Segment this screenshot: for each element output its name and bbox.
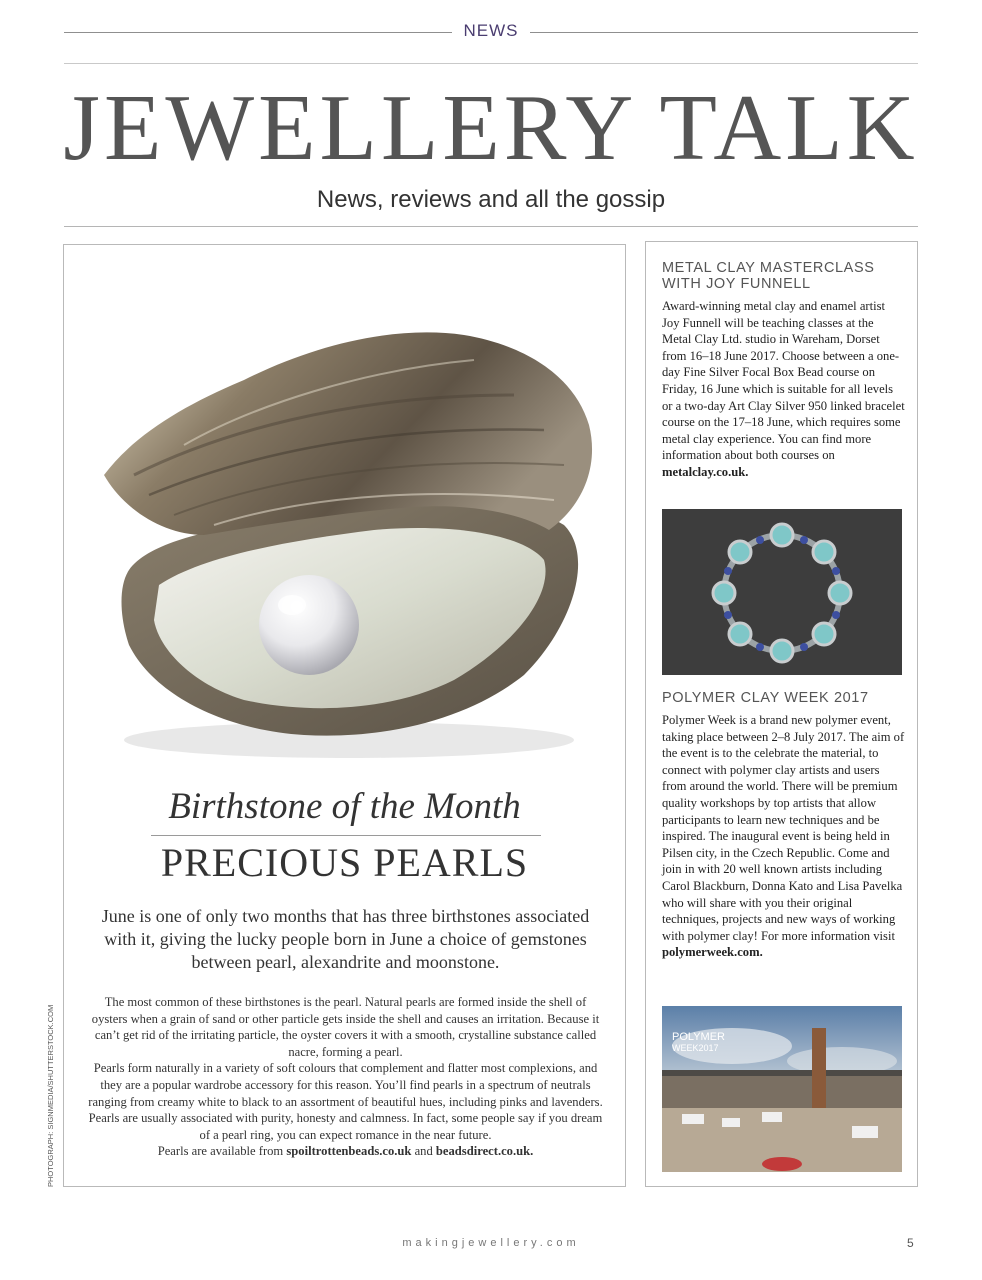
market-stall: [682, 1114, 704, 1124]
availability-text: Pearls are available from: [157, 1144, 287, 1159]
bracelet-bead: [756, 536, 764, 544]
section-label: NEWS: [463, 21, 519, 40]
bracelet-link: [713, 582, 735, 604]
feature-kicker: Birthstone of the Month: [168, 786, 521, 827]
body-paragraph: [86, 1143, 605, 1160]
masthead-bottom-rule: [64, 226, 918, 227]
polymer-week-photo: [662, 1006, 902, 1172]
bracelet-link: [829, 582, 851, 604]
polymerweek-link[interactable]: polymerweek.com.: [662, 945, 763, 960]
photo-credit: PHOTOGRAPH: SIGNMEDIA/SHUTTERSTOCK.COM: [46, 1004, 55, 1187]
bracelet-bead: [800, 536, 808, 544]
feature-headline: PRECIOUS PEARLS: [160, 840, 529, 885]
body-paragraph: Pearls form naturally in a variety of soft colours that complement and flatter most complexions, and they are a popular wardrobe accessory for this reason. You’ll find pearls in a spectrum of neutrals ranging from creamy white to black to an assortment of beautiful hues, including pinks and lavenders.: [88, 1061, 603, 1109]
polymer-week-logo-line2: WEEK2017: [672, 1043, 719, 1053]
bracelet-bead: [724, 567, 732, 575]
bracelet-bead: [756, 643, 764, 651]
pearl: [259, 575, 359, 675]
feature-body: [86, 994, 605, 1160]
red-umbrella: [762, 1157, 802, 1171]
feature-standfirst: June is one of only two months that has three birthstones associated with it, giving the lucky people born in June a choice of gemstones between pearl, alexandrite and moonstone.: [101, 906, 590, 972]
bracelet-photo: [662, 509, 902, 675]
bracelet-bead: [832, 567, 840, 575]
market-stall: [722, 1118, 740, 1127]
feature-article: [63, 244, 626, 1187]
market-stall: [762, 1112, 782, 1122]
availability-and: and: [411, 1144, 436, 1159]
header-rule-right: [530, 32, 918, 33]
story2-body: [662, 712, 905, 961]
page-number: 5: [907, 1236, 914, 1250]
story1-body: [662, 298, 905, 481]
bracelet-link: [771, 640, 793, 662]
tower-sculpture: [812, 1028, 826, 1116]
bracelet-link: [729, 623, 751, 645]
story1-heading: METAL CLAY MASTERCLASS WITH JOY FUNNELL: [662, 260, 875, 292]
building-roof: [662, 1070, 902, 1076]
masthead-strapline: News, reviews and all the gossip: [316, 186, 666, 213]
bracelet-link: [813, 541, 835, 563]
market-stall: [852, 1126, 878, 1138]
bracelet-link: [813, 623, 835, 645]
bracelet-link: [729, 541, 751, 563]
polymer-week-logo-line1: POLYMER: [672, 1031, 725, 1043]
news-sidebar: [645, 241, 918, 1187]
bracelet-bead: [724, 611, 732, 619]
oyster-pearl-photo: [94, 285, 604, 1005]
beadsdirect-link[interactable]: beadsdirect.co.uk.: [435, 1144, 534, 1159]
story1-text: Award-winning metal clay and enamel artist Joy Funnell will be teaching classes at the Metal Clay Ltd. studio in Wareham, Dorset from 16–18 June 2017. Choose between a one-day Fine Silver Focal Box Bead course on Friday, 16 June which is suitable for all levels or a two-day Art Clay Silver 950 linked bracelet course on the 17–18 June, which requires some metal clay experience. You can find more information about both courses on: [662, 299, 905, 463]
bracelet-bead: [800, 643, 808, 651]
masthead-title: JEWELLERY TALK: [63, 76, 919, 180]
metalclay-link[interactable]: metalclay.co.uk.: [662, 464, 749, 479]
footer-website: makingjewellery.com: [402, 1237, 580, 1249]
spoiltrottenbeads-link[interactable]: spoiltrottenbeads.co.uk: [286, 1144, 412, 1159]
masthead-top-rule: [64, 63, 918, 64]
building: [662, 1074, 902, 1108]
oyster-upper-shell: [104, 332, 592, 535]
story2-heading: POLYMER CLAY WEEK 2017: [662, 690, 869, 706]
bracelet-link: [771, 524, 793, 546]
body-paragraph: The most common of these birthstones is the pearl. Natural pearls are formed inside the shell of oysters when a grain of sand or other particle gets inside the shell and causes an irritation. Because it can’t get rid of the irritating particle, the oyster covers it with a smooth, crystalline substance called nacre, forming a pearl.: [91, 995, 600, 1059]
feature-divider: [151, 835, 541, 836]
pearl-highlight: [278, 595, 306, 615]
body-paragraph: Pearls are usually associated with purity, honesty and calmness. In fact, some people say if you dream of a pearl ring, you can expect romance in the near future.: [88, 1111, 603, 1142]
story2-text: Polymer Week is a brand new polymer event, taking place between 2–8 July 2017. The aim of the event is to the celebrate the material, to connect with polymer clay artists and users from around the world. There will be premium quality workshops by top artists that allow participants to learn new techniques and be inspired. The inaugural event is being held in Pilsen city, in the Czech Republic. Come and join in with 20 well known artists including Carol Blackburn, Donna Kato and Lisa Pavelka who will share with you their original techniques, projects and new ways of working with polymer clay! For more information visit: [662, 713, 905, 943]
bracelet-bead: [832, 611, 840, 619]
